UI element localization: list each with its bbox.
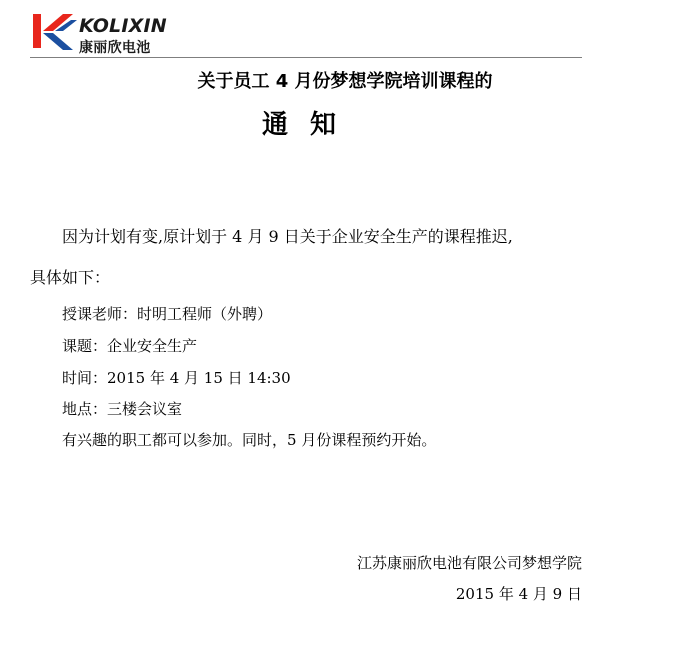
signature-organization: 江苏康丽欣电池有限公司梦想学院	[356, 554, 582, 572]
company-logo	[33, 12, 173, 56]
item-time: 时间：2015 年 4 月 15 日 14:30	[62, 369, 291, 387]
item-location: 地点：三楼会议室	[62, 400, 183, 418]
notice-paragraph-line2: 具体如下：	[30, 268, 111, 287]
item-note: 有兴趣的职工都可以参加。同时，5 月份课程预约开始。	[62, 431, 437, 449]
signature-date: 2015 年 4 月 9 日	[455, 585, 582, 603]
item-topic: 课题：企业安全生产	[62, 337, 198, 355]
logo-brand-en: KOLIXIN	[79, 15, 167, 37]
logo-brand-cn: 康丽欣电池	[79, 40, 151, 56]
notice-title: 关于员工 4 月份梦想学院培训课程的	[197, 71, 493, 92]
notice-paragraph-line1: 因为计划有变,原计划于 4 月 9 日关于企业安全生产的课程推迟,	[62, 227, 513, 246]
item-teacher: 授课老师：时明工程师（外聘）	[62, 305, 273, 323]
header-divider	[30, 57, 582, 58]
notice-heading: 通知	[262, 110, 359, 140]
kolixin-logo-icon	[33, 12, 77, 52]
